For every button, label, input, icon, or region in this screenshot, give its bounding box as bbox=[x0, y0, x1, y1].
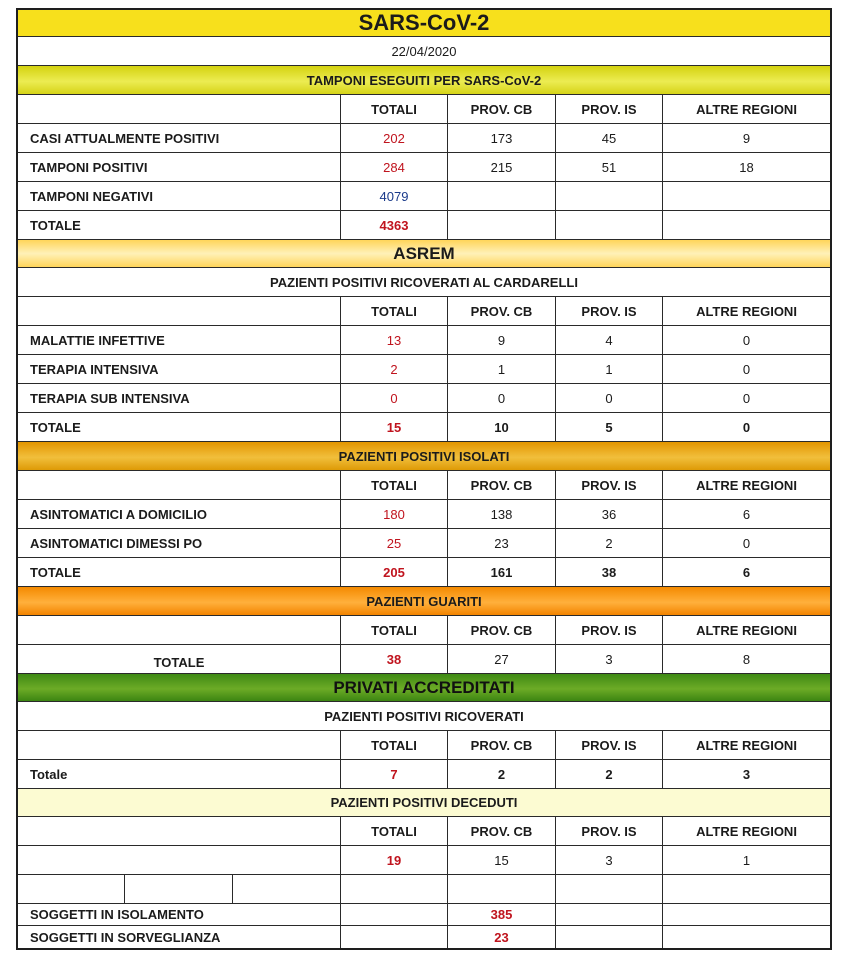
value-prov-cb: 1 bbox=[448, 355, 556, 383]
header-altre-regioni: ALTRE REGIONI bbox=[696, 737, 797, 753]
row-label: ASINTOMATICI A DOMICILIO bbox=[18, 500, 341, 528]
header-altre-regioni: ALTRE REGIONI bbox=[696, 477, 797, 493]
row-label: TERAPIA INTENSIVA bbox=[18, 355, 341, 383]
value-prov-cb: 2 bbox=[448, 760, 556, 788]
report-title: SARS-CoV-2 bbox=[358, 10, 490, 35]
table-row bbox=[18, 326, 830, 355]
privati-subtitle-row bbox=[18, 702, 830, 731]
value-prov-is: 51 bbox=[556, 153, 663, 181]
value-altre: 18 bbox=[739, 159, 754, 175]
value-altre: 9 bbox=[742, 130, 751, 146]
value-totali: 7 bbox=[341, 760, 448, 788]
empty-cell bbox=[663, 926, 830, 948]
empty-cell bbox=[341, 875, 448, 903]
value-prov-cb: 138 bbox=[448, 500, 556, 528]
table-row-total bbox=[18, 645, 830, 674]
empty-cell bbox=[663, 875, 830, 903]
report-title-row bbox=[18, 10, 830, 37]
value-prov-is: 3 bbox=[556, 846, 663, 874]
value-totali: 15 bbox=[341, 413, 448, 441]
privati-column-headers bbox=[18, 731, 830, 760]
value-prov-is: 3 bbox=[556, 645, 663, 673]
header-prov-is: PROV. IS bbox=[556, 297, 663, 325]
date-row bbox=[18, 37, 830, 66]
asrem-subtitle: PAZIENTI POSITIVI RICOVERATI AL CARDARELLI bbox=[270, 274, 578, 290]
value-prov-cb: 15 bbox=[448, 846, 556, 874]
empty-cell bbox=[18, 875, 125, 903]
value-totali: 38 bbox=[341, 645, 448, 673]
value-altre: 0 bbox=[742, 390, 751, 406]
asrem-subtitle-row bbox=[18, 268, 830, 297]
table-row bbox=[18, 529, 830, 558]
value-totali: 180 bbox=[341, 500, 448, 528]
value-prov-is: 1 bbox=[556, 355, 663, 383]
header-totali: TOTALI bbox=[341, 616, 448, 644]
empty-header-cell bbox=[18, 616, 341, 644]
privati-section-header bbox=[18, 674, 830, 702]
header-altre-regioni: ALTRE REGIONI bbox=[696, 823, 797, 839]
value-altre: 6 bbox=[742, 564, 751, 580]
value-totali: 205 bbox=[341, 558, 448, 586]
empty-cell bbox=[448, 875, 556, 903]
value-totali: 13 bbox=[341, 326, 448, 354]
value-altre: 0 bbox=[742, 535, 751, 551]
row-label: TAMPONI POSITIVI bbox=[18, 153, 341, 181]
empty-cell bbox=[125, 875, 233, 903]
row-label: TOTALE bbox=[18, 211, 341, 239]
header-prov-is: PROV. IS bbox=[556, 95, 663, 123]
value-prov-cb bbox=[448, 182, 556, 210]
header-totali: TOTALI bbox=[341, 471, 448, 499]
guariti-section-header bbox=[18, 587, 830, 616]
empty-row bbox=[18, 875, 830, 904]
value-prov-cb: 215 bbox=[448, 153, 556, 181]
value-altre: 0 bbox=[742, 332, 751, 348]
value-altre: 0 bbox=[742, 361, 751, 377]
table-row bbox=[18, 904, 830, 926]
row-label: MALATTIE INFETTIVE bbox=[18, 326, 341, 354]
value-prov-cb: 173 bbox=[448, 124, 556, 152]
header-altre-regioni: ALTRE REGIONI bbox=[696, 303, 797, 319]
value-prov-is: 2 bbox=[556, 529, 663, 557]
row-label: TOTALE bbox=[18, 558, 341, 586]
row-label bbox=[18, 846, 341, 874]
empty-cell bbox=[233, 875, 341, 903]
table-row bbox=[18, 182, 830, 211]
header-prov-is: PROV. IS bbox=[556, 471, 663, 499]
value-altre bbox=[663, 182, 830, 210]
value-prov-is: 5 bbox=[556, 413, 663, 441]
value-altre: 3 bbox=[742, 766, 751, 782]
value-totali: 284 bbox=[341, 153, 448, 181]
value-altre bbox=[663, 211, 830, 239]
row-label: TAMPONI NEGATIVI bbox=[18, 182, 341, 210]
tamponi-column-headers bbox=[18, 95, 830, 124]
isolati-section-header bbox=[18, 442, 830, 471]
guariti-title: PAZIENTI GUARITI bbox=[366, 593, 482, 609]
header-altre-regioni: ALTRE REGIONI bbox=[696, 101, 797, 117]
value-prov-is: 38 bbox=[556, 558, 663, 586]
asrem-section-header bbox=[18, 240, 830, 268]
value-prov-cb: 23 bbox=[448, 529, 556, 557]
table-row bbox=[18, 846, 830, 875]
value-altre: 8 bbox=[742, 651, 751, 667]
empty-header-cell bbox=[18, 95, 341, 123]
header-prov-cb: PROV. CB bbox=[448, 731, 556, 759]
table-row-total bbox=[18, 211, 830, 240]
value-prov-cb: 9 bbox=[448, 326, 556, 354]
header-totali: TOTALI bbox=[341, 731, 448, 759]
privati-subtitle: PAZIENTI POSITIVI RICOVERATI bbox=[324, 708, 524, 724]
value-totali: 202 bbox=[341, 124, 448, 152]
header-prov-is: PROV. IS bbox=[556, 731, 663, 759]
empty-header-cell bbox=[18, 471, 341, 499]
value-prov-is bbox=[556, 182, 663, 210]
table-row bbox=[18, 384, 830, 413]
value-totali: 4363 bbox=[341, 211, 448, 239]
header-totali: TOTALI bbox=[341, 95, 448, 123]
value-prov-is: 0 bbox=[556, 384, 663, 412]
value-altre: 0 bbox=[742, 419, 751, 435]
guariti-column-headers bbox=[18, 616, 830, 645]
value-prov-cb: 27 bbox=[448, 645, 556, 673]
header-totali: TOTALI bbox=[341, 817, 448, 845]
value-altre: 1 bbox=[742, 852, 751, 868]
value-totali: 4079 bbox=[341, 182, 448, 210]
empty-cell bbox=[556, 904, 663, 925]
tamponi-section-header bbox=[18, 66, 830, 95]
value-soggetti-isolamento: 385 bbox=[448, 904, 556, 925]
table-row bbox=[18, 500, 830, 529]
value-prov-cb: 10 bbox=[448, 413, 556, 441]
empty-header-cell bbox=[18, 817, 341, 845]
value-prov-cb: 0 bbox=[448, 384, 556, 412]
value-totali: 19 bbox=[341, 846, 448, 874]
header-prov-cb: PROV. CB bbox=[448, 616, 556, 644]
empty-cell bbox=[556, 875, 663, 903]
header-prov-is: PROV. IS bbox=[556, 817, 663, 845]
isolati-title: PAZIENTI POSITIVI ISOLATI bbox=[338, 448, 510, 464]
header-prov-cb: PROV. CB bbox=[448, 471, 556, 499]
value-prov-is: 4 bbox=[556, 326, 663, 354]
row-label: SOGGETTI IN SORVEGLIANZA bbox=[18, 926, 341, 948]
empty-header-cell bbox=[18, 731, 341, 759]
row-label: CASI ATTUALMENTE POSITIVI bbox=[18, 124, 341, 152]
header-totali: TOTALI bbox=[341, 297, 448, 325]
empty-header-cell bbox=[18, 297, 341, 325]
deceduti-title: PAZIENTI POSITIVI DECEDUTI bbox=[330, 795, 518, 810]
empty-cell bbox=[341, 904, 448, 925]
value-prov-cb: 161 bbox=[448, 558, 556, 586]
table-row bbox=[18, 124, 830, 153]
row-label: ASINTOMATICI DIMESSI PO bbox=[18, 529, 341, 557]
value-prov-is: 2 bbox=[556, 760, 663, 788]
header-prov-cb: PROV. CB bbox=[448, 95, 556, 123]
asrem-title: ASREM bbox=[393, 243, 455, 263]
value-prov-cb bbox=[448, 211, 556, 239]
empty-cell bbox=[341, 926, 448, 948]
row-label: TOTALE bbox=[18, 413, 341, 441]
table-row-total bbox=[18, 760, 830, 789]
tamponi-title: TAMPONI ESEGUITI PER SARS-CoV-2 bbox=[306, 72, 542, 88]
value-prov-is bbox=[556, 211, 663, 239]
row-label: TOTALE bbox=[18, 645, 341, 673]
deceduti-column-headers bbox=[18, 817, 830, 846]
header-altre-regioni: ALTRE REGIONI bbox=[696, 622, 797, 638]
header-prov-cb: PROV. CB bbox=[448, 817, 556, 845]
table-row bbox=[18, 153, 830, 182]
row-label: SOGGETTI IN ISOLAMENTO bbox=[18, 904, 341, 925]
report-date: 22/04/2020 bbox=[391, 43, 457, 59]
empty-cell bbox=[663, 904, 830, 925]
table-row bbox=[18, 355, 830, 384]
value-prov-is: 45 bbox=[556, 124, 663, 152]
table-row-total bbox=[18, 413, 830, 442]
privati-title: PRIVATI ACCREDITATI bbox=[333, 677, 515, 697]
row-label: TERAPIA SUB INTENSIVA bbox=[18, 384, 341, 412]
value-prov-is: 36 bbox=[556, 500, 663, 528]
covid-report-table bbox=[16, 8, 832, 950]
empty-cell bbox=[556, 926, 663, 948]
deceduti-section-header bbox=[18, 789, 830, 817]
value-totali: 2 bbox=[341, 355, 448, 383]
value-altre: 6 bbox=[742, 506, 751, 522]
table-row-total bbox=[18, 558, 830, 587]
isolati-column-headers bbox=[18, 471, 830, 500]
table-row bbox=[18, 926, 830, 948]
header-prov-cb: PROV. CB bbox=[448, 297, 556, 325]
row-label: Totale bbox=[18, 760, 341, 788]
value-soggetti-sorveglianza: 23 bbox=[448, 926, 556, 948]
header-prov-is: PROV. IS bbox=[556, 616, 663, 644]
value-totali: 25 bbox=[341, 529, 448, 557]
asrem-column-headers bbox=[18, 297, 830, 326]
value-totali: 0 bbox=[341, 384, 448, 412]
